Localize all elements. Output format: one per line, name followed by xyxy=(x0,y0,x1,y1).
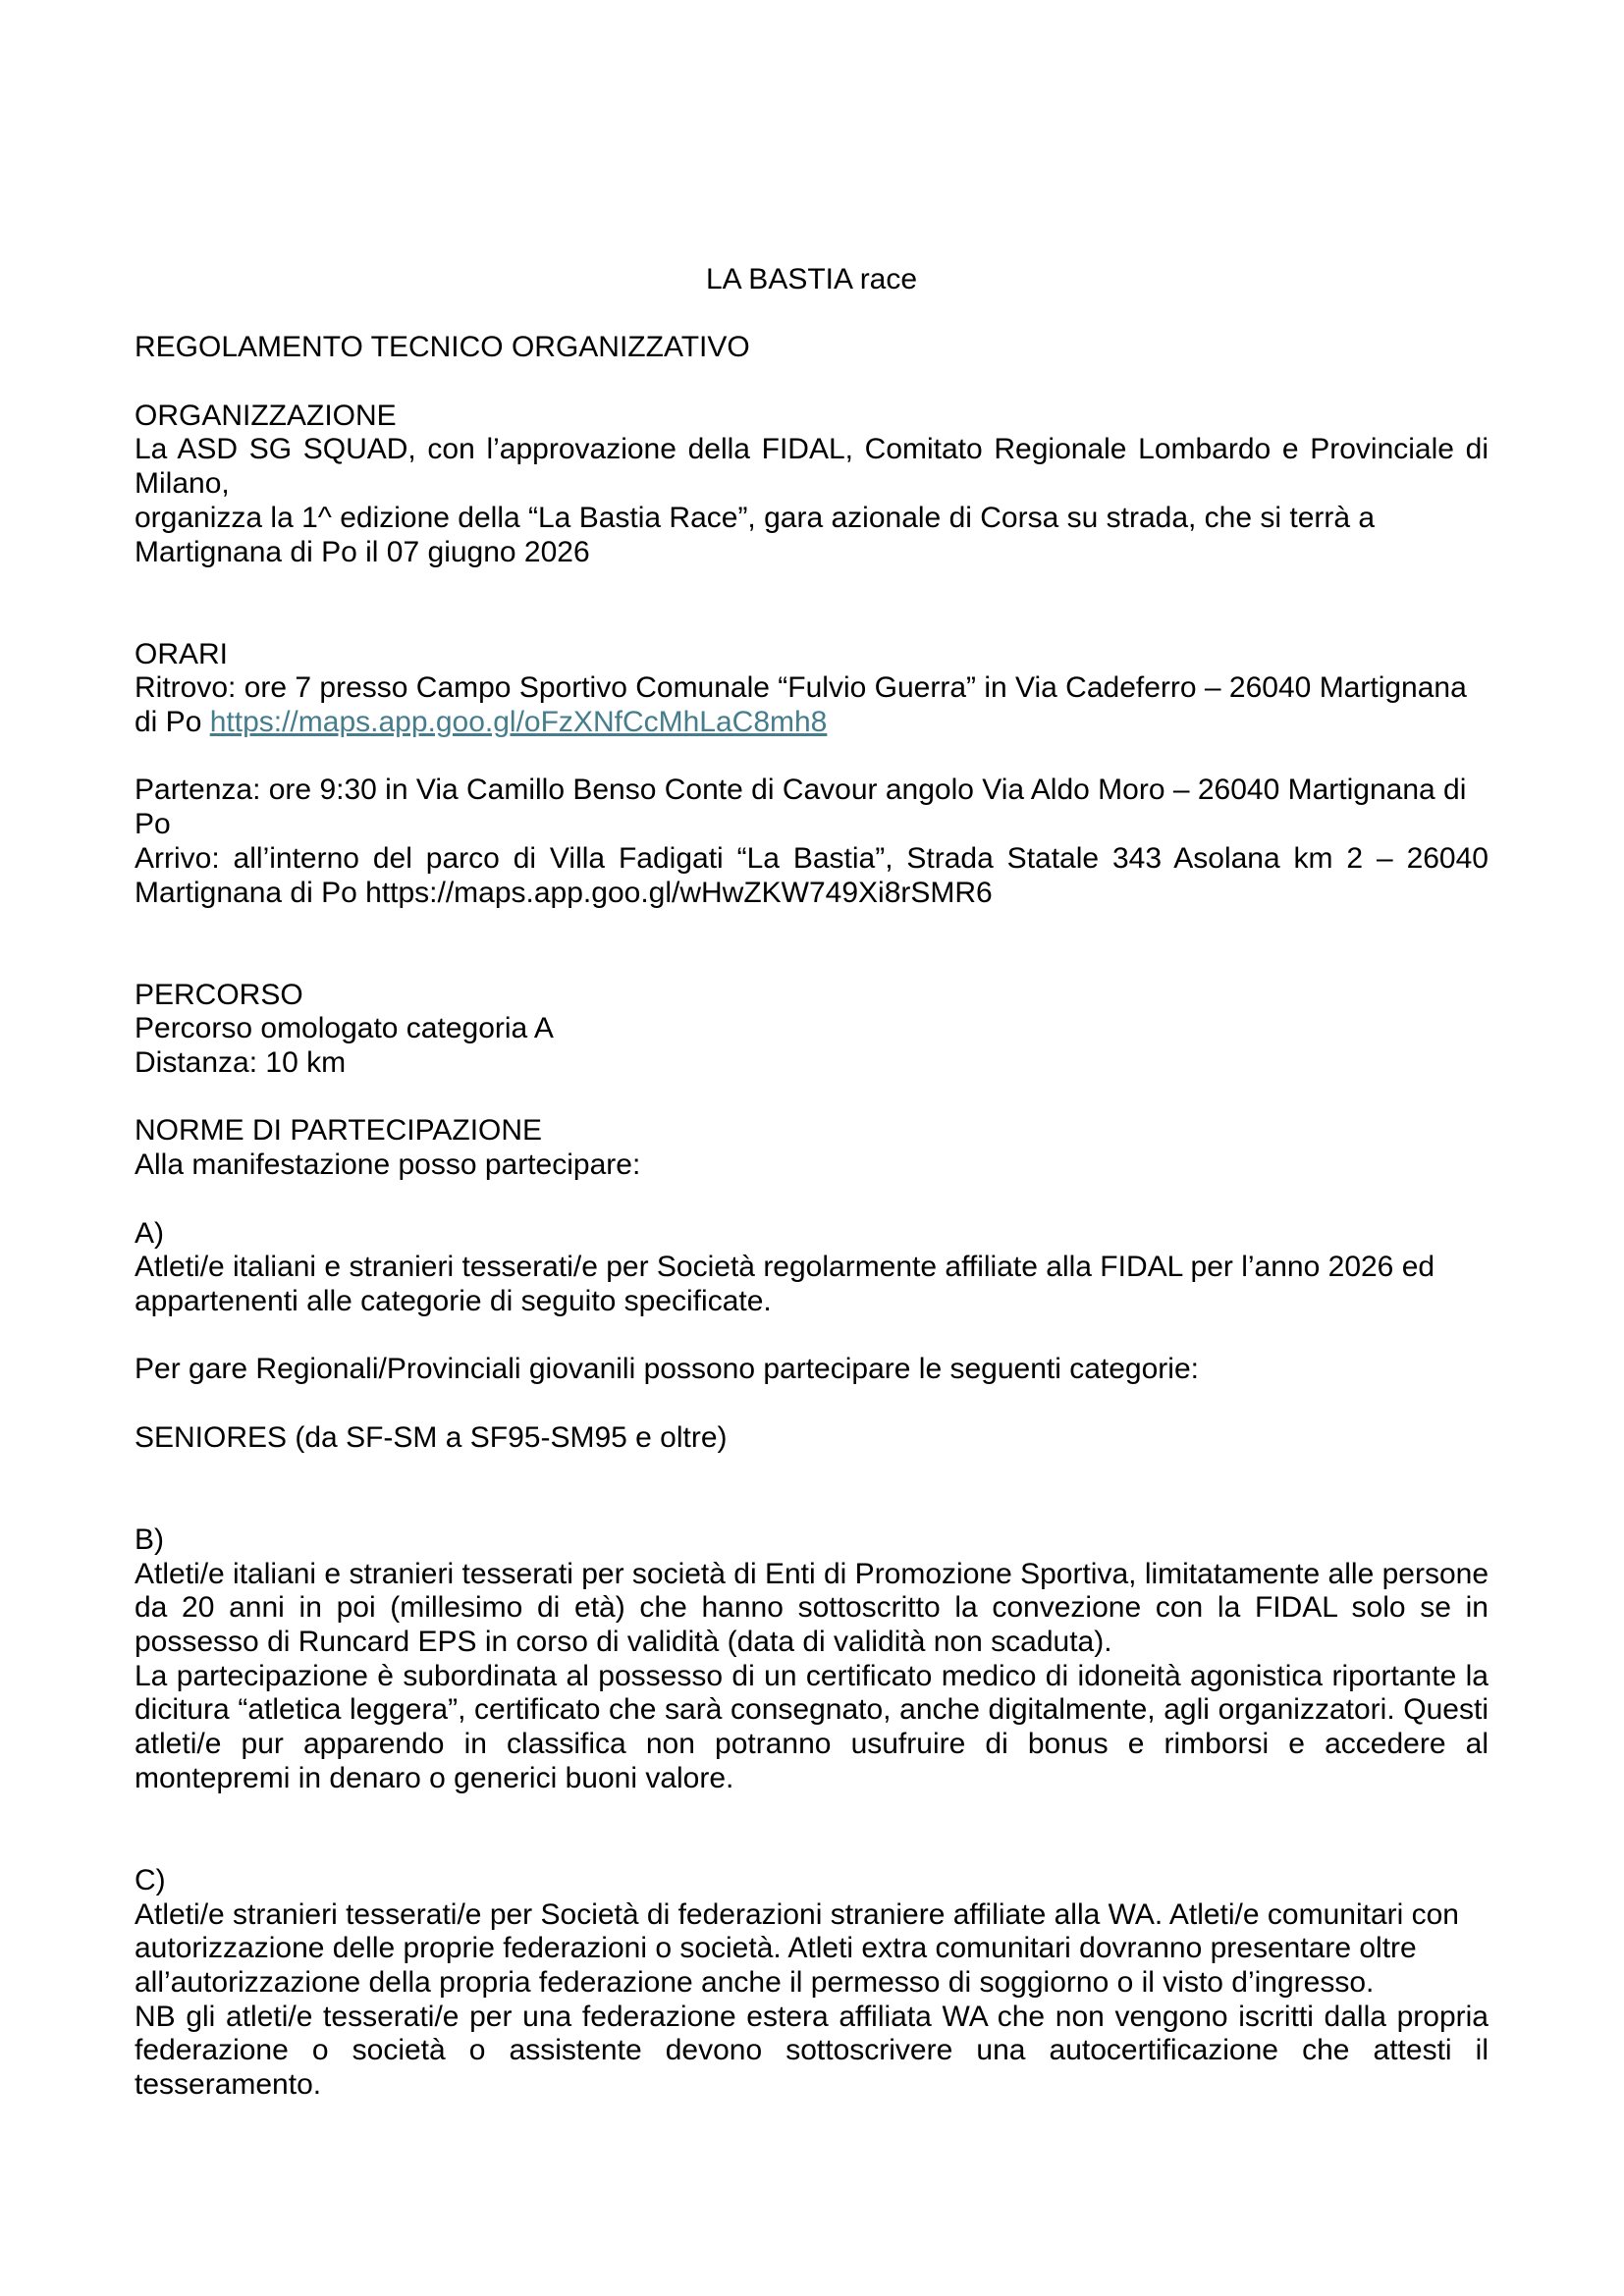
norme-seniores-line: SENIORES (da SF-SM a SF95-SM95 e oltre) xyxy=(135,1420,728,1454)
percorso-omologazione: Percorso omologato categoria A xyxy=(135,1012,554,1045)
norme-a-label: A) xyxy=(135,1216,164,1250)
paragraph-norme-b-2: La partecipazione è subordinata al possesso di un certificato medico di idoneità agonistica riportante la dicitura “atletica leggera”, certificato che sarà consegnato, anche digitalmente, agli organizzatori. Questi atleti/e pur apparendo in classifica non potranno usufruire di bonus e rimborsi e accedere al montepremi in denaro o generici buoni valore. xyxy=(135,1659,1497,1794)
paragraph-norme-c-2: NB gli atleti/e tesserati/e per una federazione estera affiliata WA che non vengono iscritti dalla propria federazione o società o assistente devono sottoscrivere una autocertificazione che attesti il tesseramento. xyxy=(135,2000,1497,2102)
paragraph-norme-b-1: Atleti/e italiani e stranieri tesserati per società di Enti di Promozione Sportiva, limitatamente alle persone da 20 anni in poi (millesimo di età) che hanno sottoscritto la convezione con la FIDAL solo se in possesso di Runcard EPS in corso di validità (data di validità non scaduta). xyxy=(135,1557,1497,1658)
document-subtitle: REGOLAMENTO TECNICO ORGANIZZATIVO xyxy=(135,331,750,364)
norme-gare-line: Per gare Regionali/Provinciali giovanili possono partecipare le seguenti categorie: xyxy=(135,1353,1199,1386)
norme-b-label: B) xyxy=(135,1522,164,1556)
maps-link-ritrovo[interactable]: https://maps.app.goo.gl/oFzXNfCcMhLaC8mh8 xyxy=(209,706,828,739)
paragraph-organizzazione-2: organizza la 1^ edizione della “La Bastia Race”, gara azionale di Corsa su strada, che si terrà a Martignana di Po il 07 giugno 2026 xyxy=(135,501,1383,568)
paragraph-partenza: Partenza: ore 9:30 in Via Camillo Benso Conte di Cavour angolo Via Aldo Moro – 26040 Martignana di Po xyxy=(135,774,1475,841)
paragraph-arrivo: Arrivo: all’interno del parco di Villa Fadigati “La Bastia”, Strada Statale 343 Asolana km 2 – 26040 Martignana di Po https://maps.app.goo.gl/wHwZKW749Xi8rSMR6 xyxy=(135,841,1497,909)
section-heading-organizzazione: ORGANIZZAZIONE xyxy=(135,399,397,432)
norme-c-label: C) xyxy=(135,1863,166,1896)
percorso-distanza: Distanza: 10 km xyxy=(135,1046,347,1080)
section-heading-norme: NORME DI PARTECIPAZIONE xyxy=(135,1114,543,1148)
section-heading-percorso: PERCORSO xyxy=(135,978,303,1011)
document-title: LA BASTIA race xyxy=(705,263,918,295)
paragraph-organizzazione-1: La ASD SG SQUAD, con l’approvazione della FIDAL, Comitato Regionale Lombardo e Provinciale di Milano, xyxy=(135,433,1497,501)
section-heading-orari: ORARI xyxy=(135,637,229,670)
paragraph-norme-a: Atleti/e italiani e stranieri tesserati/e per Società regolarmente affiliate alla FIDAL per l’anno 2026 ed appartenenti alle categorie di seguito specificate. xyxy=(135,1251,1443,1317)
norme-intro: Alla manifestazione posso partecipare: xyxy=(135,1148,641,1182)
ritrovo-text: Ritrovo: ore 7 presso Campo Sportivo Comunale “Fulvio Guerra” in Via Cadeferro – 26040 Martignana di Po xyxy=(135,671,1476,739)
paragraph-norme-c-1: Atleti/e stranieri tesserati/e per Società di federazioni straniere affiliate alla WA. Atleti/e comunitari con autorizzazione delle proprie federazioni o società. Atleti extra comunitari dovranno presentare oltre all’autorizzazione della propria federazione anche il permesso di soggiorno o il visto d’ingresso. xyxy=(135,1897,1468,1999)
paragraph-ritrovo xyxy=(135,671,1489,739)
